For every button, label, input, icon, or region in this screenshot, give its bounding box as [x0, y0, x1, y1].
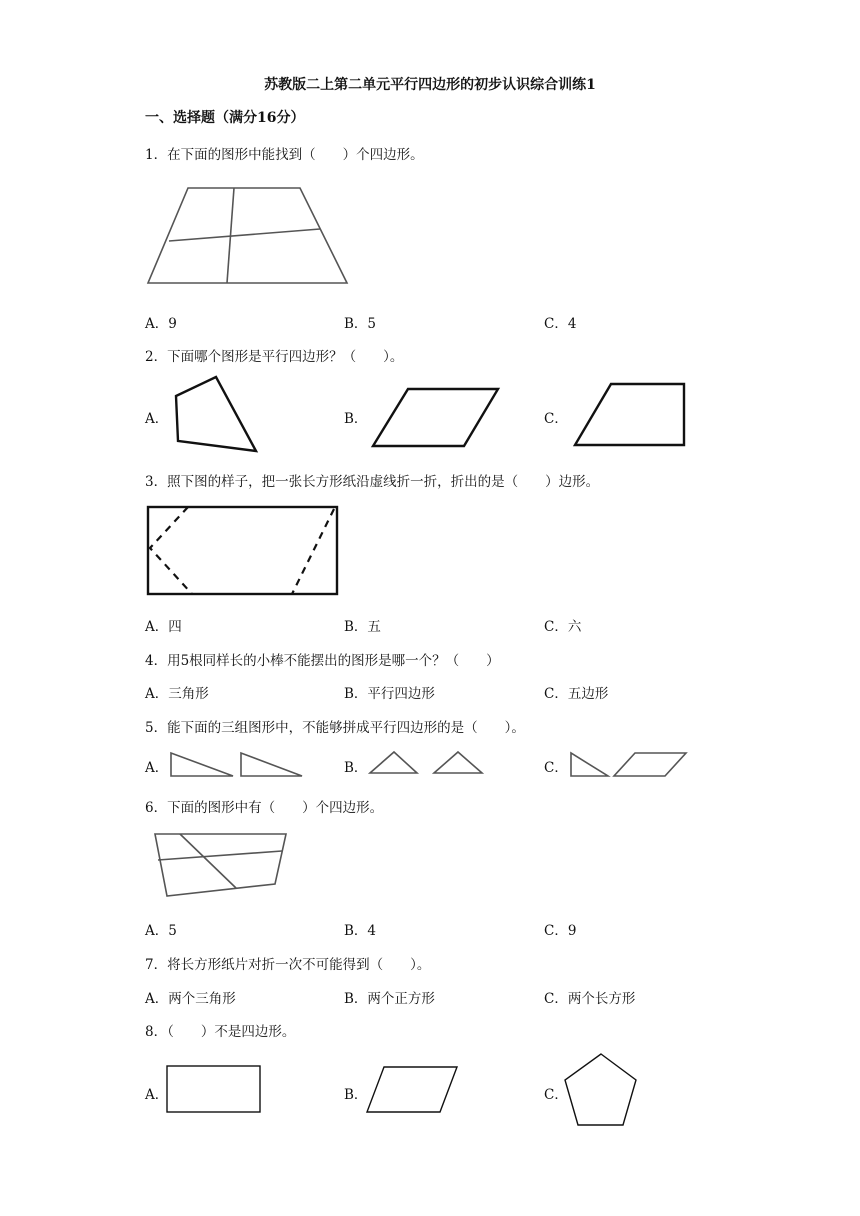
question-6-text: 6．下面的图形中有（ ）个四边形。	[145, 800, 384, 816]
q8-option-c[interactable]: C．	[544, 1087, 568, 1103]
q1-option-c[interactable]: C．4	[544, 316, 577, 332]
question-4-text: 4．用5根同样长的小棒不能摆出的图形是哪一个？（ ）	[145, 653, 500, 669]
q6-option-a[interactable]: A．5	[145, 923, 177, 939]
q5-option-a[interactable]: A．	[145, 760, 169, 776]
q8-option-b[interactable]: B．	[344, 1087, 368, 1103]
question-8-text: 8．（ ）不是四边形。	[145, 1024, 296, 1040]
q2-option-c[interactable]: C．	[544, 411, 568, 427]
q3-option-c[interactable]: C．六	[544, 619, 582, 635]
q2-option-b[interactable]: B．	[344, 411, 368, 427]
q7-option-b[interactable]: B．两个正方形	[344, 991, 435, 1007]
question-1-text: 1．在下面的图形中能找到（ ）个四边形。	[145, 147, 424, 163]
page-title: 苏教版二上第二单元平行四边形的初步认识综合训练1	[264, 77, 596, 93]
q2-option-a[interactable]: A．	[145, 411, 169, 427]
q1-option-a[interactable]: A．9	[145, 316, 177, 332]
q7-option-c[interactable]: C．两个长方形	[544, 991, 636, 1007]
q8-parallelogram-b	[367, 1067, 457, 1112]
q3-option-b[interactable]: B．五	[344, 619, 381, 635]
q8-option-a[interactable]: A．	[145, 1087, 169, 1103]
q7-option-a[interactable]: A．两个三角形	[145, 991, 236, 1007]
question-3-text: 3．照下图的样子，把一张长方形纸沿虚线折一折，折出的是（ ）边形。	[145, 474, 600, 490]
q8-pentagon-c	[565, 1054, 636, 1125]
question-7-text: 7．将长方形纸片对折一次不可能得到（ ）。	[145, 957, 431, 973]
q3-option-a[interactable]: A．四	[145, 619, 182, 635]
q6-option-c[interactable]: C．9	[544, 923, 577, 939]
question-2-text: 2．下面哪个图形是平行四边形？（ ）。	[145, 349, 404, 365]
q1-option-b[interactable]: B．5	[344, 316, 377, 332]
q4-option-a[interactable]: A．三角形	[145, 686, 209, 702]
q4-option-c[interactable]: C．五边形	[544, 686, 609, 702]
question-5-text: 5．能下面的三组图形中，不能够拼成平行四边形的是（ ）。	[145, 720, 525, 736]
q5-option-b[interactable]: B．	[344, 760, 368, 776]
q5-option-c[interactable]: C．	[544, 760, 568, 776]
q4-option-b[interactable]: B．平行四边形	[344, 686, 435, 702]
q6-option-b[interactable]: B．4	[344, 923, 377, 939]
section-heading: 一、选择题（满分16分）	[145, 110, 305, 126]
q8-rectangle-a	[167, 1066, 260, 1112]
